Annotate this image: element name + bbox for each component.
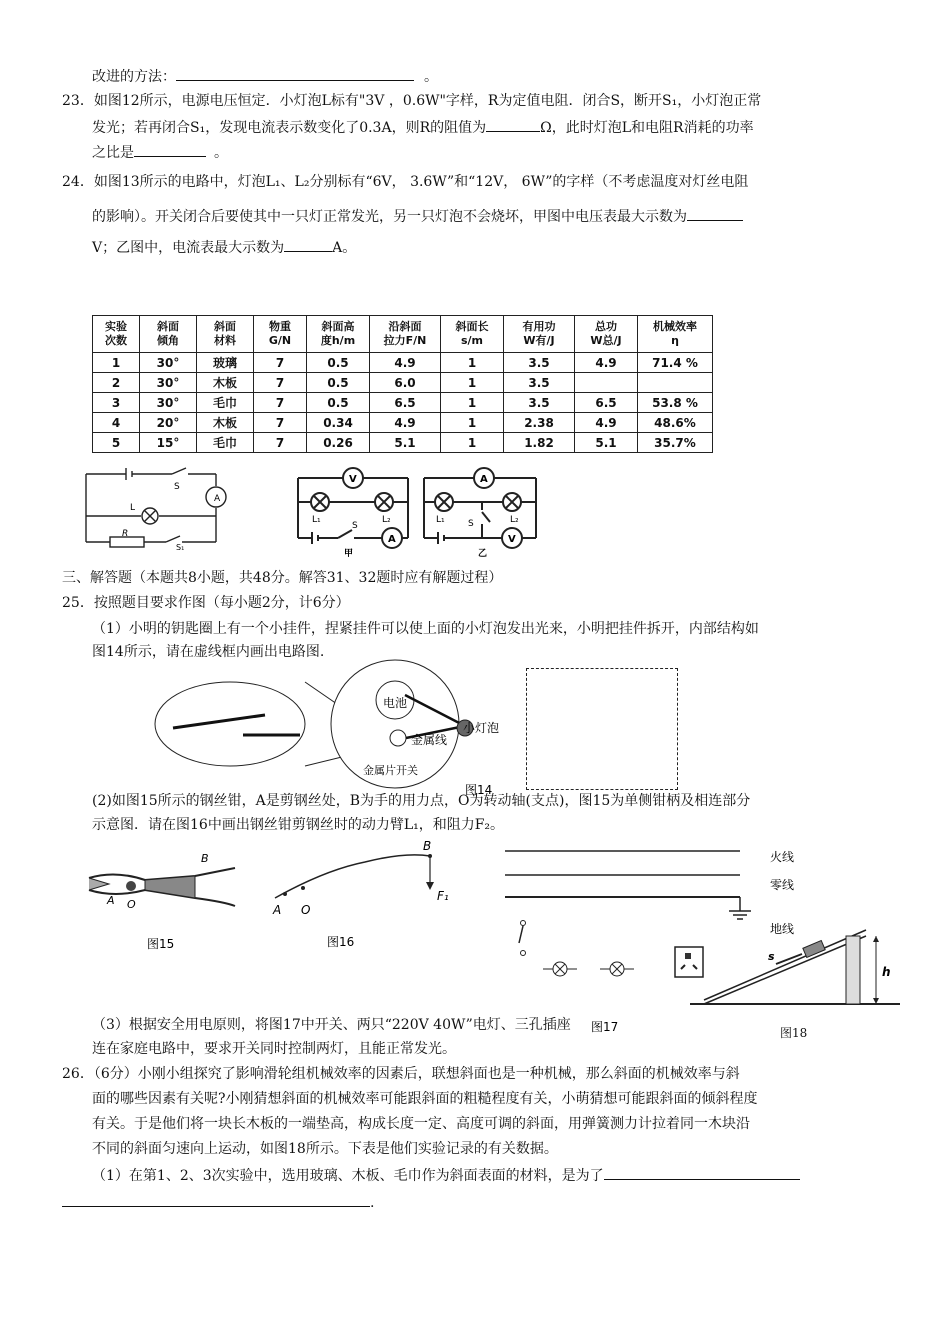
label-l1: L₁ <box>312 515 321 525</box>
answer-blank-purpose[interactable] <box>604 1165 800 1180</box>
answer-blank-r[interactable] <box>486 117 540 132</box>
label-ground: 地线 <box>770 922 795 936</box>
table-header-text: 倾角 <box>157 334 179 347</box>
table-header-text: 有用功 <box>522 320 556 333</box>
label-v: V <box>508 534 516 545</box>
label-bulb: 小灯泡 <box>463 721 500 735</box>
prev-question-end: 。 <box>424 69 438 85</box>
label-s: S <box>174 482 180 492</box>
table-cell: 1 <box>441 413 504 433</box>
label-v: V <box>349 474 357 485</box>
table-cell: 7 <box>254 433 307 453</box>
table-cell: 5.1 <box>370 433 441 453</box>
label-l1: L₁ <box>436 515 445 525</box>
table-row <box>93 433 713 453</box>
table-header-cell <box>441 316 504 353</box>
table-cell: 1 <box>441 433 504 453</box>
table-cell: 3 <box>93 393 140 413</box>
q23-text: 。 <box>214 145 228 161</box>
table-cell: 木板 <box>197 373 254 393</box>
table-header-text: 实验 <box>105 320 127 333</box>
table-cell: 53.8 % <box>638 393 713 413</box>
table-header-cell <box>254 316 307 353</box>
table-header-cell <box>575 316 638 353</box>
table-header-text: W有/J <box>523 334 555 347</box>
label-s: s <box>768 950 775 963</box>
table-cell: 7 <box>254 373 307 393</box>
answer-box-circuit[interactable] <box>526 668 678 790</box>
answer-blank[interactable] <box>176 66 414 81</box>
table-header-text: 沿斜面 <box>388 320 422 333</box>
label-l2: L₂ <box>510 515 519 525</box>
q25-p3-line1: （3）根据安全用电原则，将图17中开关、两只“220V 40W”电灯、三孔插座 <box>92 1017 571 1033</box>
table-header-text: 材料 <box>214 334 236 347</box>
table-cell: 20° <box>140 413 197 433</box>
q24-line2 <box>92 206 743 226</box>
table-cell: 30° <box>140 393 197 413</box>
prev-question-line <box>92 66 438 86</box>
label-a: A <box>388 534 396 545</box>
q24-text: V；乙图中，电流表最大示数为 <box>92 240 285 256</box>
table-header-text: 斜面 <box>214 320 236 333</box>
table-header-text: G/N <box>268 334 292 347</box>
caption-fig18: 图18 <box>780 1026 808 1040</box>
table-header-text: 斜面长 <box>455 320 489 333</box>
table-cell: 4.9 <box>370 413 441 433</box>
answer-blank-ratio[interactable] <box>134 142 206 157</box>
label-r: R <box>122 529 129 539</box>
figure-16 <box>265 839 465 952</box>
table-header-text: 拉力F/N <box>383 334 427 347</box>
table-header-text: 斜面高 <box>321 320 355 333</box>
table-cell: 0.5 <box>307 393 370 413</box>
table-cell: 5.1 <box>575 433 638 453</box>
table-cell: 7 <box>254 353 307 373</box>
table-cell: 1 <box>441 353 504 373</box>
label-l2: L₂ <box>382 515 391 525</box>
q24-line3 <box>92 237 356 257</box>
label-live: 火线 <box>770 850 795 864</box>
table-cell: 30° <box>140 353 197 373</box>
q23-text: 之比是 <box>92 145 134 161</box>
table-header-cell <box>504 316 575 353</box>
q23-text: 发光；若再闭合S₁，发现电流表示数变化了0.3A，则R的阻值为 <box>92 120 487 136</box>
table-cell: 1.82 <box>504 433 575 453</box>
table-header-text: 总功 <box>595 320 617 333</box>
q24-text: 的影响）。开关闭合后要使其中一只灯正常发光，另一只灯泡不会烧坏，甲图中电压表最大示数为 <box>92 209 687 225</box>
label-s: S <box>468 519 474 529</box>
q23-line1: 23．如图12所示，电源电压恒定．小灯泡L标有"3V ，0.6W"字样，R为定值电阻．闭合S，断开S₁，小灯泡正常 <box>62 93 762 109</box>
label-h: h <box>882 965 891 979</box>
q26-line1: 26．（6分）小刚小组探究了影响滑轮组机械效率的因素后，联想斜面也是一种机械，那么斜面的机械效率与斜 <box>62 1066 740 1082</box>
table-cell: 30° <box>140 373 197 393</box>
caption-fig15: 图15 <box>147 937 175 951</box>
table-header-cell <box>197 316 254 353</box>
q25-p2-line2: 示意图．请在图16中画出钢丝钳剪钢丝时的动力臂L₁，和阻力F₂。 <box>92 817 505 833</box>
table-cell: 71.4 % <box>638 353 713 373</box>
q26-line6 <box>62 1192 374 1212</box>
table-header-text: 机械效率 <box>653 320 697 333</box>
q24-text: A。 <box>332 240 357 256</box>
circuit-figure-13a <box>298 466 418 559</box>
table-cell: 毛巾 <box>197 393 254 413</box>
label-yi: 乙 <box>478 549 488 559</box>
circuit-figure-12 <box>86 470 236 552</box>
table-cell: 2.38 <box>504 413 575 433</box>
table-cell <box>575 373 638 393</box>
table-header-text: 物重 <box>269 320 291 333</box>
label-s1: S₁ <box>176 543 185 552</box>
table-header-text: s/m <box>460 334 484 347</box>
label-o: O <box>127 898 136 911</box>
q25-p2-line1: (2)如图15所示的钢丝钳，A是剪钢丝处，B为手的用力点，O为转动轴(支点)，图15为单侧钳柄及相连部分 <box>92 793 751 809</box>
table-header-text: η <box>671 334 679 347</box>
q26-line2: 面的哪些因素有关呢?小刚猜想斜面的机械效率可能跟斜面的粗糙程度有关，小萌猜想可能跟斜面的倾斜程度 <box>92 1091 758 1107</box>
table-cell: 4.9 <box>575 413 638 433</box>
label-a: A <box>273 903 282 917</box>
figure-18 <box>690 920 910 1020</box>
table-cell <box>638 373 713 393</box>
table-cell: 0.5 <box>307 353 370 373</box>
table-header-cell <box>93 316 140 353</box>
q23-text: Ω，此时灯泡L和电阻R消耗的功率 <box>540 120 754 136</box>
circuit-figure-13b <box>424 466 544 559</box>
table-header-cell <box>370 316 441 353</box>
caption-fig16: 图16 <box>327 935 355 949</box>
table-cell: 0.5 <box>307 373 370 393</box>
label-b: B <box>201 852 209 865</box>
table-cell: 7 <box>254 393 307 413</box>
table-header-row <box>93 316 713 353</box>
q23-line2 <box>92 117 754 137</box>
table-cell: 0.34 <box>307 413 370 433</box>
table-header-text: 次数 <box>105 334 127 347</box>
label-s: S <box>352 521 358 531</box>
label-a: A <box>214 494 221 504</box>
experiment-table <box>92 315 713 453</box>
table-cell: 4.9 <box>370 353 441 373</box>
q25-p1-line1: （1）小明的钥匙圈上有一个小挂件，捏紧挂件可以使上面的小灯泡发出光来，小明把挂件拆开，内部结构如 <box>92 621 759 637</box>
table-row <box>93 353 713 373</box>
q26-text: （1）在第1、2、3次实验中，选用玻璃、木板、毛巾作为斜面表面的材料，是为了 <box>92 1168 604 1184</box>
table-cell: 15° <box>140 433 197 453</box>
table-cell: 木板 <box>197 413 254 433</box>
table-cell: 4 <box>93 413 140 433</box>
table-cell: 6.0 <box>370 373 441 393</box>
answer-blank-voltage[interactable] <box>687 206 743 221</box>
table-cell: 6.5 <box>575 393 638 413</box>
q24-line1: 24．如图13所示的电路中，灯泡L₁、L₂分别标有“6V， 3.6W”和“12V， 6W”的字样（不考虑温度对灯丝电阻 <box>62 174 749 190</box>
table-cell: 3.5 <box>504 353 575 373</box>
table-header-text: W总/J <box>590 334 622 347</box>
table-cell: 5 <box>93 433 140 453</box>
q26-line3: 有关。于是他们将一块长木板的一端垫高，构成长度一定、高度可调的斜面，用弹簧测力计拉着同一木块沿 <box>92 1116 750 1132</box>
label-neutral: 零线 <box>770 878 795 892</box>
q26-line4: 不同的斜面匀速向上运动，如图18所示。下表是他们实验记录的有关数据。 <box>92 1141 558 1157</box>
figure-15 <box>85 850 245 960</box>
table-cell: 3.5 <box>504 373 575 393</box>
q25-title: 25．按照题目要求作图（每小题2分，计6分） <box>62 595 350 611</box>
q26-text: . <box>370 1195 375 1211</box>
label-wire: 金属线 <box>411 733 448 747</box>
table-cell: 1 <box>93 353 140 373</box>
q25-p1-line2: 图14所示，请在虚线框内画出电路图. <box>92 644 325 660</box>
answer-blank-purpose-cont[interactable] <box>62 1192 370 1207</box>
label-f1: F₁ <box>437 889 449 903</box>
table-header-cell <box>140 316 197 353</box>
table-cell: 1 <box>441 393 504 413</box>
table-cell: 3.5 <box>504 393 575 413</box>
table-header-text: 度h/m <box>320 334 356 347</box>
figure-14 <box>155 662 500 797</box>
label-a: A <box>107 894 115 907</box>
table-cell: 2 <box>93 373 140 393</box>
label-switch: 金属片开关 <box>363 764 418 777</box>
q23-line3 <box>92 142 228 162</box>
label-b: B <box>423 839 432 853</box>
table-row <box>93 393 713 413</box>
caption-fig17: 图17 <box>591 1020 619 1034</box>
table-cell: 6.5 <box>370 393 441 413</box>
table-cell: 1 <box>441 373 504 393</box>
table-header-text: 斜面 <box>157 320 179 333</box>
label-battery: 电池 <box>383 696 408 710</box>
table-header-cell <box>638 316 713 353</box>
table-cell: 35.7% <box>638 433 713 453</box>
table-cell: 7 <box>254 413 307 433</box>
table-cell: 48.6% <box>638 413 713 433</box>
table-cell: 毛巾 <box>197 433 254 453</box>
q25-p3-line2: 连在家庭电路中，要求开关同时控制两灯，且能正常发光。 <box>92 1041 456 1057</box>
section-3-heading: 三、解答题（本题共8小题，共48分。解答31、32题时应有解题过程） <box>62 570 503 586</box>
q26-line5 <box>92 1165 800 1185</box>
table-cell: 4.9 <box>575 353 638 373</box>
label-l: L <box>130 503 136 513</box>
table-row <box>93 413 713 433</box>
caption-fig14: 图14 <box>465 783 493 797</box>
label-o: O <box>301 903 311 917</box>
label-a: A <box>480 474 488 485</box>
table-cell: 玻璃 <box>197 353 254 373</box>
answer-blank-current[interactable] <box>284 237 332 252</box>
table-cell: 0.26 <box>307 433 370 453</box>
label-jia: 甲 <box>344 549 354 559</box>
table-row <box>93 373 713 393</box>
table-header-cell <box>307 316 370 353</box>
prev-question-text: 改进的方法： <box>92 69 176 85</box>
